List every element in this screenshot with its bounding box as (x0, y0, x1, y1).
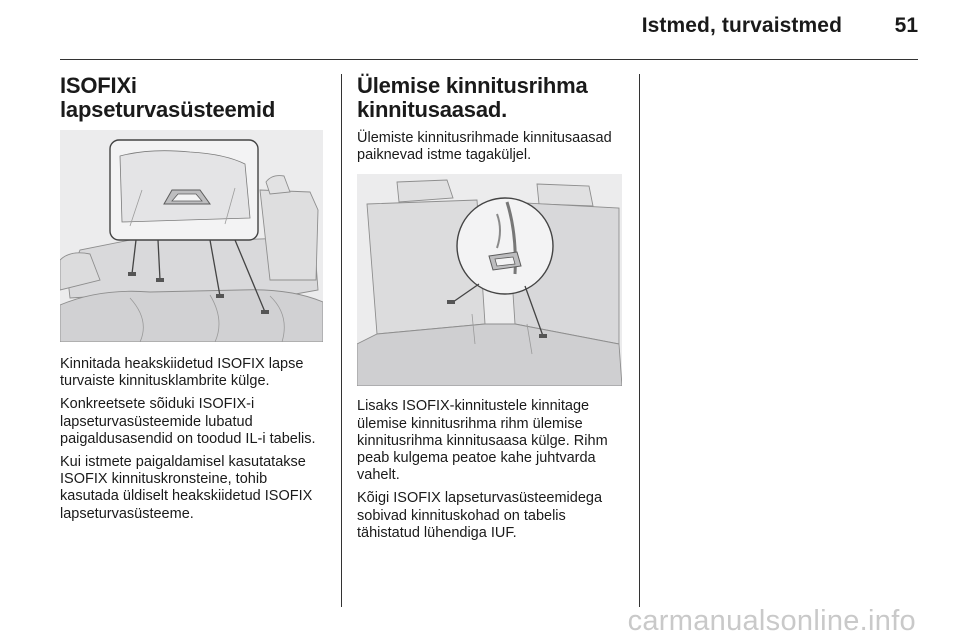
top-tether-intro: Ülemiste kinnitusrihmade kinnitusaasad paiknevad istme tagaküljel. (357, 130, 612, 164)
isofix-paragraph-1: Kinnitada heakskiidetud ISOFIX lapse turvaiste kinnitusklambrite külge. (60, 356, 304, 390)
column-divider-1 (341, 74, 342, 607)
heading-top-tether-line1: Ülemise kinnitusrihma (357, 73, 588, 98)
top-tether-paragraph-1: Lisaks ISOFIX-kinnitustele kinnitage ülemise kinnitusrihma rihm ülemise kinnitusrihma kinnitusaasa külge. Rihm peab kulgema peatoe kahe juhtvarda vahelt. (357, 398, 608, 484)
isofix-paragraph-2: Konkreetsete sõiduki ISOFIX-i lapseturvasüsteemide lubatud paigaldusasendid on toodud IL-i tabelis. (60, 396, 316, 447)
heading-top-tether (357, 74, 619, 122)
heading-top-tether-line2: kinnitusaasad. (357, 97, 508, 122)
heading-isofix (60, 74, 322, 122)
isofix-paragraph-3: Kui istmete paigaldamisel kasutatakse ISOFIX kinnituskronsteine, tohib kasutada üldiselt heakskiidetud ISOFIX lapseturvasüsteeme. (60, 454, 313, 522)
page-number: 51 (894, 14, 918, 37)
column-isofix (60, 74, 322, 523)
heading-isofix-line2: lapseturvasüsteemid (60, 97, 276, 122)
top-tether-illustration (357, 174, 622, 386)
column-top-tether (357, 74, 619, 542)
header-rule (60, 59, 918, 60)
top-tether-paragraph-2: Kõigi ISOFIX lapseturvasüsteemidega sobivad kinnituskohad on tabelis tähistatud lühendiga IUF. (357, 490, 603, 541)
watermark-text: carmanualsonline.info (627, 605, 916, 637)
section-title: Istmed, turvaistmed (641, 14, 842, 37)
column-divider-2 (639, 74, 640, 607)
isofix-seat-illustration (60, 130, 323, 342)
heading-isofix-line1: ISOFIXi (60, 73, 137, 98)
